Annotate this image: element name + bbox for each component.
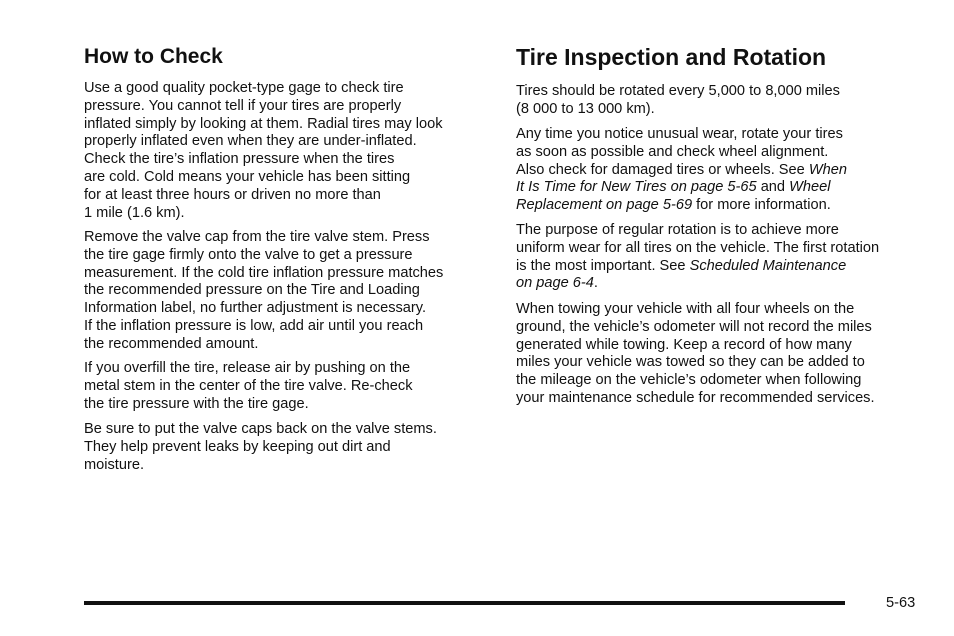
text-line: inflated simply by looking at them. Radial tires may look: [84, 115, 443, 132]
text-line: for at least three hours or driven no more than: [84, 186, 381, 203]
paragraph-overfill: [84, 360, 413, 413]
paragraph-rotation-interval: [516, 83, 840, 119]
text-line: [516, 162, 847, 180]
text-line: Tires should be rotated every 5,000 to 8,000 miles: [516, 83, 840, 99]
section-heading-tire-inspection: Tire Inspection and Rotation: [516, 44, 827, 70]
text-line: (8 000 to 13 000 km).: [516, 100, 655, 117]
cross-reference-link[interactable]: Wheel: [789, 179, 831, 196]
text-line: Information label, no further adjustment is necessary.: [84, 300, 427, 317]
text-line: the tire gage firmly onto the valve to get a pressure: [84, 246, 413, 263]
text-line: the tire pressure with the tire gage.: [84, 395, 309, 412]
paragraph-valve-caps-back: [84, 421, 437, 474]
text-line: uniform wear for all tires on the vehicle. The first rotation: [516, 239, 880, 256]
text-line: Any time you notice unusual wear, rotate your tires: [516, 126, 843, 142]
text-span: and: [756, 179, 790, 196]
text-line: If you overfill the tire, release air by pushing on the: [84, 360, 411, 376]
text-line: the mileage on the vehicle’s odometer when following: [516, 372, 862, 389]
text-line: Use a good quality pocket-type gage to check tire: [84, 80, 404, 96]
text-line: metal stem in the center of the tire valve. Re-check: [84, 377, 413, 394]
cross-reference-link[interactable]: Scheduled Maintenance: [689, 257, 847, 274]
text-line: Be sure to put the valve caps back on the valve stems.: [84, 421, 437, 437]
paragraph-valve-cap: [84, 229, 443, 354]
text-line: as soon as possible and check wheel alignment.: [516, 143, 829, 160]
text-line: [516, 179, 847, 197]
cross-reference-link[interactable]: on page 6-4: [516, 275, 594, 292]
text-line: Check the tire’s inflation pressure when the tires: [84, 151, 395, 168]
footer-rule: [84, 601, 845, 605]
text-line: are cold. Cold means your vehicle has been sitting: [84, 168, 411, 185]
text-span: for more information.: [692, 197, 831, 214]
text-line: the recommended pressure on the Tire and Loading: [84, 282, 420, 299]
section-heading-how-to-check: How to Check: [84, 45, 223, 68]
cross-reference-link[interactable]: When: [808, 161, 847, 178]
text-line: [516, 197, 847, 215]
text-span: Also check for damaged tires or wheels. See: [516, 161, 809, 178]
text-line: When towing your vehicle with all four wheels on the: [516, 301, 855, 317]
page-number: 5-63: [886, 595, 916, 611]
text-line: moisture.: [84, 456, 145, 473]
text-line: generated while towing. Keep a record of how many: [516, 336, 852, 353]
text-line: pressure. You cannot tell if your tires are properly: [84, 97, 402, 114]
cross-reference-link[interactable]: Replacement on page 5-69: [516, 197, 693, 214]
text-line: If the inflation pressure is low, add air until you reach: [84, 317, 424, 334]
text-line: [516, 275, 879, 293]
text-line: The purpose of regular rotation is to achieve more: [516, 222, 839, 238]
text-line: Remove the valve cap from the tire valve stem. Press: [84, 229, 430, 245]
text-line: your maintenance schedule for recommended services.: [516, 389, 875, 406]
text-line: properly inflated even when they are under-inflated.: [84, 133, 417, 150]
text-line: miles your vehicle was towed so they can be added to: [516, 354, 865, 371]
text-line: ground, the vehicle’s odometer will not record the miles: [516, 318, 872, 335]
paragraph-unusual-wear: [516, 126, 847, 215]
text-line: the recommended amount.: [84, 335, 259, 352]
text-line: 1 mile (1.6 km).: [84, 204, 185, 221]
text-span: is the most important. See: [516, 257, 690, 274]
paragraph-gage-usage: [84, 80, 443, 222]
text-span: .: [593, 275, 598, 292]
cross-reference-link[interactable]: It Is Time for New Tires on page 5-65: [516, 179, 757, 196]
paragraph-towing-odometer: [516, 301, 875, 408]
paragraph-rotation-purpose: [516, 222, 879, 293]
text-line: [516, 258, 879, 276]
text-line: They help prevent leaks by keeping out dirt and: [84, 438, 391, 455]
text-line: measurement. If the cold tire inflation pressure matches: [84, 264, 444, 281]
